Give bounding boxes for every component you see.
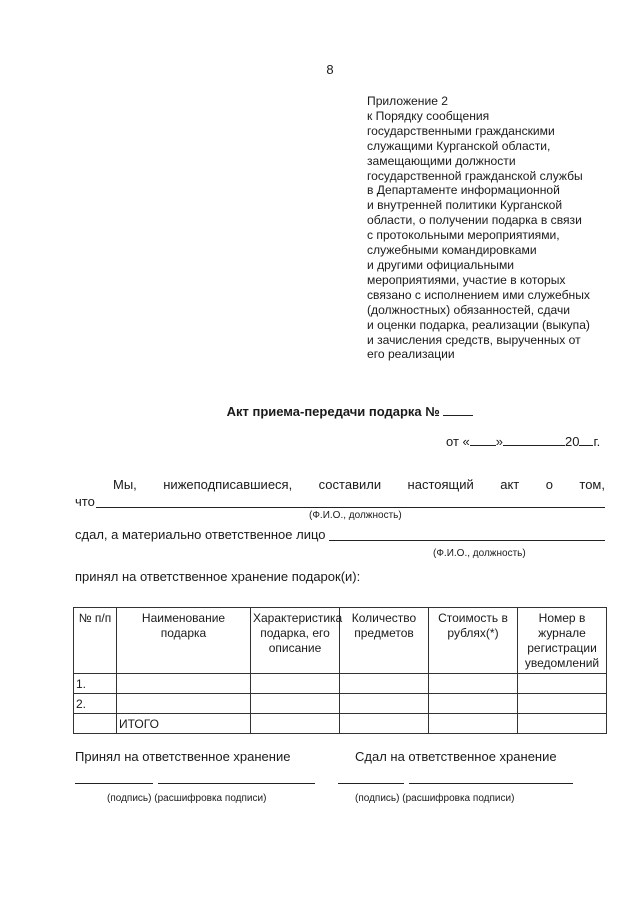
signature-right-sign-line[interactable] [338, 782, 404, 784]
intro-word: Мы, [113, 477, 137, 492]
table-cell[interactable] [340, 674, 429, 694]
table-cell[interactable] [251, 674, 340, 694]
fio-caption-2: (Ф.И.О., должность) [433, 548, 526, 559]
fio-caption-1: (Ф.И.О., должность) [309, 510, 402, 521]
date-year-blank[interactable] [579, 433, 593, 446]
appendix-line: в Департаменте информационной [367, 183, 560, 198]
date-day-blank[interactable] [470, 433, 496, 446]
table-total-row [74, 714, 607, 734]
appendix-line: области, о получении подарка в связи [367, 213, 582, 228]
act-title-text: Акт приема-передачи подарка № [226, 404, 440, 419]
gifts-table [73, 607, 607, 734]
table-cell[interactable] [251, 694, 340, 714]
table-cell[interactable] [429, 674, 518, 694]
table-row [74, 694, 607, 714]
page-number: 8 [326, 62, 334, 77]
appendix-line: и зачисления средств, вырученных от [367, 332, 581, 347]
appendix-line: мероприятиями, участие в которых [367, 272, 566, 287]
header-description: Характеристика подарка, его описание [251, 608, 340, 674]
appendix-line: связано с исполнением ими служебных [367, 287, 590, 302]
signature-left-name-line[interactable] [158, 782, 315, 784]
header-gift-name: Наименование подарка [117, 608, 251, 674]
accepted-label: принял на ответственное хранение подарок(и): [75, 569, 361, 584]
appendix-line: служащими Курганской области, [367, 138, 551, 153]
appendix-line: и другими официальными [367, 257, 515, 272]
table-cell[interactable] [429, 694, 518, 714]
appendix-note [367, 94, 617, 362]
table-header-row [74, 608, 607, 674]
signature-left-caption: (подпись) (расшифровка подписи) [107, 793, 267, 804]
fio-field-1[interactable] [96, 506, 605, 508]
intro-word: том, [579, 477, 605, 492]
appendix-line: Приложение 2 [367, 94, 449, 108]
header-number: № п/п [74, 608, 117, 674]
header-quantity: Количество предметов [340, 608, 429, 674]
intro-word: настоящий [407, 477, 474, 492]
date-mid: » [495, 434, 503, 449]
that-label: что [75, 494, 95, 509]
appendix-line: с протокольными мероприятиями, [367, 228, 560, 243]
table-cell[interactable] [518, 674, 607, 694]
intro-word: о [545, 477, 553, 492]
intro-sentence [75, 477, 605, 492]
intro-word: акт [500, 477, 520, 492]
date-month-blank[interactable] [503, 433, 565, 446]
appendix-line: и оценки подарка, реализации (выкупа) [367, 317, 590, 332]
appendix-line: замещающими должности [367, 153, 516, 168]
appendix-line: его реализации [367, 347, 455, 362]
signature-accepted-label: Принял на ответственное хранение [75, 749, 291, 764]
act-title [0, 403, 640, 419]
header-journal-number: Номер в журнале регистрации уведомлений [518, 608, 607, 674]
date-suffix: г. [593, 434, 601, 449]
table-total-label: ИТОГО [117, 714, 251, 734]
signature-right-name-line[interactable] [409, 782, 573, 784]
table-cell[interactable] [518, 694, 607, 714]
appendix-line: (должностных) обязанностей, сдачи [367, 302, 571, 317]
table-cell [74, 714, 117, 734]
table-cell[interactable] [117, 674, 251, 694]
table-cell[interactable] [251, 714, 340, 734]
table-cell[interactable] [429, 714, 518, 734]
signature-left-sign-line[interactable] [75, 782, 153, 784]
handed-label: сдал, а материально ответственное лицо [75, 527, 326, 542]
table-row [74, 674, 607, 694]
appendix-line: государственной гражданской службы [367, 168, 583, 183]
table-cell: 1. [74, 674, 117, 694]
date-prefix: от « [446, 434, 470, 449]
date-year-prefix: 20 [564, 434, 580, 449]
appendix-line: служебными командировками [367, 243, 537, 258]
signature-handed-label: Сдал на ответственное хранение [355, 749, 557, 764]
appendix-line: государственными гражданскими [367, 123, 555, 138]
table-cell: 2. [74, 694, 117, 714]
fio-field-2[interactable] [329, 539, 605, 541]
table-cell[interactable] [117, 694, 251, 714]
table-cell[interactable] [518, 714, 607, 734]
table-cell[interactable] [340, 714, 429, 734]
appendix-line: и внутренней политики Курганской [367, 198, 563, 213]
signature-right-caption: (подпись) (расшифровка подписи) [355, 793, 515, 804]
intro-word: нижеподписавшиеся, [163, 477, 293, 492]
appendix-line: к Порядку сообщения [367, 108, 490, 123]
intro-word: составили [318, 477, 382, 492]
act-number-blank[interactable] [443, 403, 473, 416]
act-date [446, 433, 600, 449]
table-cell[interactable] [340, 694, 429, 714]
header-cost: Стоимость в рублях(*) [429, 608, 518, 674]
